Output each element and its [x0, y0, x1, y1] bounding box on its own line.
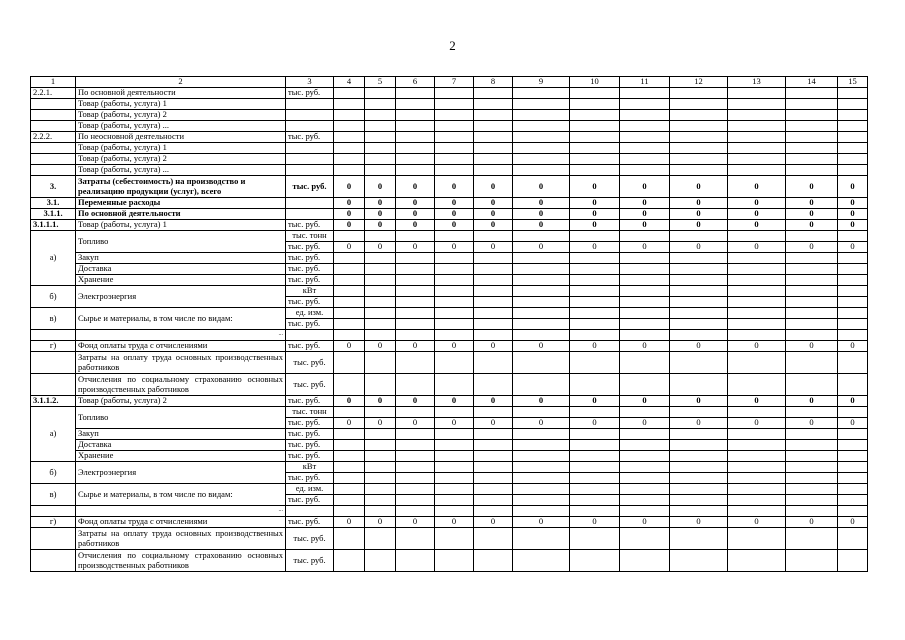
table-row: [31, 275, 868, 286]
value-cell: 0: [570, 341, 620, 352]
table-row: [31, 550, 868, 572]
table-row: [31, 451, 868, 462]
value-cell: 0: [365, 176, 396, 198]
col-header: 7: [435, 77, 474, 88]
row-unit: тыс. руб.: [286, 176, 334, 198]
value-cell: 0: [435, 209, 474, 220]
row-name: Топливо: [76, 407, 286, 429]
row-name: Фонд оплаты труда с отчислениями: [76, 517, 286, 528]
row-name: Сырье и материалы, в том числе по видам:: [76, 484, 286, 506]
row-name: По основной деятельности: [76, 209, 286, 220]
cost-table: [30, 76, 868, 572]
row-code: 2.2.2.: [31, 132, 76, 143]
row-name: Отчисления по социальному страхованию основных производственных работников: [76, 374, 286, 396]
value-cell: 0: [838, 341, 868, 352]
col-header: 1: [31, 77, 76, 88]
value-cell: 0: [786, 242, 838, 253]
col-header: 3: [286, 77, 334, 88]
row-code: а): [31, 231, 76, 286]
value-cell: 0: [396, 418, 435, 429]
value-cell: 0: [334, 209, 365, 220]
value-cell: 0: [786, 341, 838, 352]
value-cell: 0: [838, 176, 868, 198]
value-cell: 0: [435, 341, 474, 352]
row-name: По неосновной деятельности: [76, 132, 286, 143]
value-cell: 0: [786, 396, 838, 407]
row-name: Товар (работы, услуга) 1: [76, 99, 286, 110]
row-code: 3.1.1.2.: [31, 396, 76, 407]
row-name: ...: [76, 330, 286, 341]
row-code: 2.2.1.: [31, 88, 76, 99]
table-row: [31, 110, 868, 121]
value-cell: 0: [670, 198, 728, 209]
table-row: [31, 341, 868, 352]
row-unit: тыс. руб.: [286, 220, 334, 231]
value-cell: 0: [786, 209, 838, 220]
row-name: Товар (работы, услуга) 2: [76, 396, 286, 407]
table-row: [31, 209, 868, 220]
row-name: Доставка: [76, 440, 286, 451]
value-cell: 0: [620, 209, 670, 220]
value-cell: 0: [670, 242, 728, 253]
row-name: По основной деятельности: [76, 88, 286, 99]
value-cell: 0: [620, 418, 670, 429]
table-row: [31, 374, 868, 396]
col-header: 8: [474, 77, 513, 88]
value-cell: 0: [786, 176, 838, 198]
row-unit: тыс. руб.: [286, 440, 334, 451]
value-cell: 0: [786, 517, 838, 528]
table-row: [31, 165, 868, 176]
table-row: [31, 352, 868, 374]
value-cell: 0: [620, 198, 670, 209]
row-unit: тыс. руб.: [286, 88, 334, 99]
value-cell: 0: [728, 396, 786, 407]
value-cell: 0: [838, 517, 868, 528]
table-row: [31, 517, 868, 528]
value-cell: 0: [365, 517, 396, 528]
value-cell: 0: [838, 418, 868, 429]
value-cell: 0: [838, 198, 868, 209]
value-cell: 0: [365, 341, 396, 352]
value-cell: 0: [435, 517, 474, 528]
row-name: Сырье и материалы, в том числе по видам:: [76, 308, 286, 330]
value-cell: 0: [728, 341, 786, 352]
table-row: [31, 198, 868, 209]
row-unit: тыс. руб.: [286, 517, 334, 528]
value-cell: 0: [513, 220, 570, 231]
value-cell: 0: [474, 418, 513, 429]
row-code: в): [31, 484, 76, 506]
row-unit: ед. изм.: [286, 484, 334, 495]
col-header: 4: [334, 77, 365, 88]
value-cell: 0: [728, 517, 786, 528]
row-name: Переменные расходы: [76, 198, 286, 209]
row-name: Электроэнергия: [76, 462, 286, 484]
col-header: 11: [620, 77, 670, 88]
value-cell: 0: [513, 209, 570, 220]
value-cell: 0: [670, 341, 728, 352]
value-cell: 0: [620, 242, 670, 253]
value-cell: 0: [728, 209, 786, 220]
table-row: [31, 121, 868, 132]
value-cell: 0: [396, 517, 435, 528]
table-row: [31, 143, 868, 154]
row-name: ...: [76, 506, 286, 517]
value-cell: 0: [513, 198, 570, 209]
row-name: Товар (работы, услуга) 1: [76, 220, 286, 231]
value-cell: 0: [474, 341, 513, 352]
value-cell: 0: [365, 209, 396, 220]
value-cell: 0: [728, 242, 786, 253]
table-row: [31, 440, 868, 451]
value-cell: 0: [728, 176, 786, 198]
table-row: [31, 176, 868, 198]
value-cell: 0: [513, 242, 570, 253]
row-unit: тыс. руб.: [286, 253, 334, 264]
value-cell: 0: [670, 418, 728, 429]
value-cell: 0: [570, 220, 620, 231]
row-name: Хранение: [76, 451, 286, 462]
row-name: Хранение: [76, 275, 286, 286]
header-row: [31, 77, 868, 88]
value-cell: 0: [474, 396, 513, 407]
row-unit: тыс. руб.: [286, 132, 334, 143]
value-cell: 0: [728, 220, 786, 231]
value-cell: 0: [474, 517, 513, 528]
value-cell: 0: [570, 198, 620, 209]
value-cell: 0: [334, 418, 365, 429]
value-cell: 0: [570, 396, 620, 407]
row-unit: тыс. руб.: [286, 264, 334, 275]
table-row: [31, 132, 868, 143]
value-cell: 0: [365, 220, 396, 231]
col-header: 15: [838, 77, 868, 88]
row-name: Закуп: [76, 429, 286, 440]
col-header: 12: [670, 77, 728, 88]
table-row: [31, 286, 868, 297]
value-cell: 0: [474, 242, 513, 253]
value-cell: 0: [365, 198, 396, 209]
value-cell: 0: [670, 220, 728, 231]
value-cell: 0: [728, 418, 786, 429]
row-code: г): [31, 517, 76, 528]
value-cell: 0: [396, 341, 435, 352]
row-unit: тыс. руб.: [286, 451, 334, 462]
row-name: Товар (работы, услуга) 1: [76, 143, 286, 154]
value-cell: 0: [396, 396, 435, 407]
row-unit: тыс. руб.: [286, 374, 334, 396]
value-cell: 0: [435, 242, 474, 253]
row-code: 3.1.: [31, 198, 76, 209]
value-cell: 0: [474, 220, 513, 231]
row-code: 3.1.1.: [31, 209, 76, 220]
table-row: [31, 231, 868, 242]
page-number: 2: [449, 38, 456, 53]
table-row: [31, 220, 868, 231]
row-name: Электроэнергия: [76, 286, 286, 308]
row-unit: кВт: [286, 286, 334, 297]
value-cell: 0: [513, 418, 570, 429]
table-row: [31, 396, 868, 407]
value-cell: 0: [365, 396, 396, 407]
table-row: [31, 88, 868, 99]
col-header: 6: [396, 77, 435, 88]
row-unit: тыс. руб.: [286, 429, 334, 440]
table-row: [31, 308, 868, 319]
value-cell: 0: [435, 198, 474, 209]
value-cell: 0: [570, 418, 620, 429]
value-cell: 0: [786, 418, 838, 429]
row-name: Товар (работы, услуга) ...: [76, 121, 286, 132]
value-cell: 0: [334, 242, 365, 253]
value-cell: 0: [570, 176, 620, 198]
value-cell: 0: [570, 209, 620, 220]
row-unit: тыс. руб.: [286, 297, 334, 308]
row-unit: тыс. руб.: [286, 396, 334, 407]
row-code: б): [31, 462, 76, 484]
table-row: [31, 528, 868, 550]
value-cell: 0: [838, 209, 868, 220]
value-cell: 0: [396, 198, 435, 209]
row-unit: тыс. тонн: [286, 231, 334, 242]
row-code: 3.: [31, 176, 76, 198]
value-cell: 0: [334, 220, 365, 231]
value-cell: 0: [474, 176, 513, 198]
row-name: Товар (работы, услуга) 2: [76, 154, 286, 165]
value-cell: 0: [620, 341, 670, 352]
value-cell: 0: [435, 396, 474, 407]
row-code: а): [31, 407, 76, 462]
col-header: 9: [513, 77, 570, 88]
value-cell: 0: [334, 396, 365, 407]
value-cell: 0: [670, 209, 728, 220]
row-unit: тыс. руб.: [286, 319, 334, 330]
col-header: 2: [76, 77, 286, 88]
value-cell: 0: [365, 418, 396, 429]
col-header: 13: [728, 77, 786, 88]
value-cell: 0: [570, 242, 620, 253]
value-cell: 0: [670, 517, 728, 528]
value-cell: 0: [334, 341, 365, 352]
col-header: 14: [786, 77, 838, 88]
value-cell: 0: [513, 176, 570, 198]
value-cell: 0: [670, 396, 728, 407]
value-cell: 0: [670, 176, 728, 198]
value-cell: 0: [334, 517, 365, 528]
row-code: г): [31, 341, 76, 352]
row-name: Затраты на оплату труда основных производственных работников: [76, 352, 286, 374]
row-unit: тыс. руб.: [286, 341, 334, 352]
col-header: 10: [570, 77, 620, 88]
row-name: Затраты на оплату труда основных производственных работников: [76, 528, 286, 550]
row-name: Фонд оплаты труда с отчислениями: [76, 341, 286, 352]
table-row: [31, 429, 868, 440]
row-unit: тыс. руб.: [286, 528, 334, 550]
row-code: в): [31, 308, 76, 330]
value-cell: 0: [435, 418, 474, 429]
value-cell: 0: [786, 198, 838, 209]
row-name: Топливо: [76, 231, 286, 253]
row-unit: тыс. руб.: [286, 275, 334, 286]
table-row: [31, 407, 868, 418]
value-cell: 0: [838, 396, 868, 407]
value-cell: 0: [838, 220, 868, 231]
value-cell: 0: [513, 517, 570, 528]
value-cell: 0: [365, 242, 396, 253]
col-header: 5: [365, 77, 396, 88]
row-unit: кВт: [286, 462, 334, 473]
table-row: [31, 484, 868, 495]
value-cell: 0: [620, 176, 670, 198]
row-unit: тыс. руб.: [286, 242, 334, 253]
value-cell: 0: [396, 242, 435, 253]
value-cell: 0: [513, 396, 570, 407]
value-cell: 0: [396, 209, 435, 220]
table-row: [31, 506, 868, 517]
table-row: [31, 462, 868, 473]
row-name: Закуп: [76, 253, 286, 264]
row-unit: ед. изм.: [286, 308, 334, 319]
row-name: Товар (работы, услуга) ...: [76, 165, 286, 176]
value-cell: 0: [334, 198, 365, 209]
value-cell: 0: [620, 517, 670, 528]
value-cell: 0: [474, 209, 513, 220]
row-unit: тыс. тонн: [286, 407, 334, 418]
value-cell: 0: [838, 242, 868, 253]
row-unit: тыс. руб.: [286, 418, 334, 429]
row-name: Доставка: [76, 264, 286, 275]
table-row: [31, 253, 868, 264]
row-name: Отчисления по социальному страхованию основных производственных работников: [76, 550, 286, 572]
row-unit: тыс. руб.: [286, 495, 334, 506]
value-cell: 0: [513, 341, 570, 352]
value-cell: 0: [334, 176, 365, 198]
table-row: [31, 330, 868, 341]
value-cell: 0: [620, 220, 670, 231]
value-cell: 0: [396, 220, 435, 231]
value-cell: 0: [570, 517, 620, 528]
row-name: Затраты (себестоимость) на производство и реализацию продукции (услуг), всего: [76, 176, 286, 198]
value-cell: 0: [620, 396, 670, 407]
value-cell: 0: [728, 198, 786, 209]
row-code: б): [31, 286, 76, 308]
row-name: Товар (работы, услуга) 2: [76, 110, 286, 121]
row-unit: тыс. руб.: [286, 550, 334, 572]
table-row: [31, 154, 868, 165]
value-cell: 0: [786, 220, 838, 231]
value-cell: 0: [435, 220, 474, 231]
value-cell: 0: [435, 176, 474, 198]
table-row: [31, 264, 868, 275]
value-cell: 0: [396, 176, 435, 198]
row-unit: тыс. руб.: [286, 352, 334, 374]
value-cell: 0: [474, 198, 513, 209]
row-code: 3.1.1.1.: [31, 220, 76, 231]
table-row: [31, 99, 868, 110]
row-unit: тыс. руб.: [286, 473, 334, 484]
